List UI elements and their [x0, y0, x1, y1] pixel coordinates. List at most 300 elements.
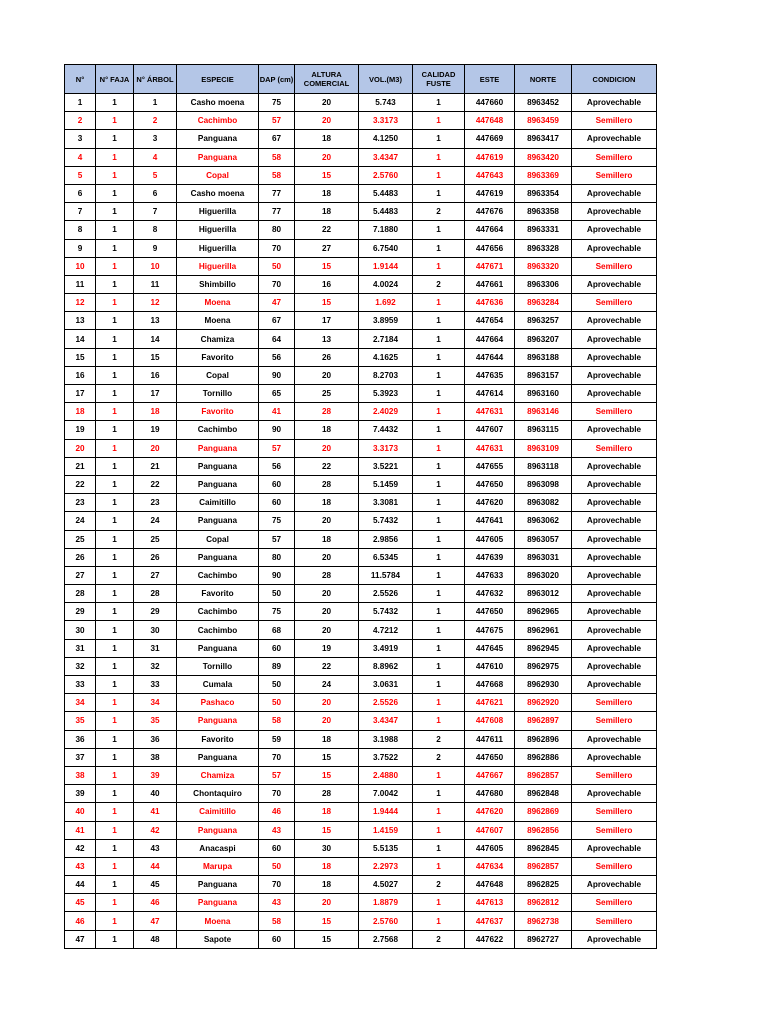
- cell-especie: Caimitillo: [177, 803, 259, 821]
- cell-faja: 1: [96, 112, 134, 130]
- cell-faja: 1: [96, 239, 134, 257]
- cell-faja: 1: [96, 294, 134, 312]
- cell-volumen: 5.743: [359, 94, 413, 112]
- table-row: [65, 621, 657, 639]
- cell-faja: 1: [96, 275, 134, 293]
- cell-especie: Tornillo: [177, 657, 259, 675]
- cell-este: 447620: [465, 494, 515, 512]
- cell-faja: 1: [96, 530, 134, 548]
- cell-arbol: 44: [134, 857, 177, 875]
- cell-condicion: Semillero: [572, 766, 657, 784]
- cell-faja: 1: [96, 730, 134, 748]
- cell-calidad: 1: [413, 130, 465, 148]
- cell-volumen: 1.692: [359, 294, 413, 312]
- cell-altura: 18: [295, 730, 359, 748]
- cell-altura: 18: [295, 494, 359, 512]
- cell-condicion: Aprovechable: [572, 457, 657, 475]
- cell-especie: Panguana: [177, 748, 259, 766]
- cell-altura: 22: [295, 457, 359, 475]
- cell-n: 14: [65, 330, 96, 348]
- header-condicion: CONDICION: [572, 65, 657, 94]
- cell-especie: Marupa: [177, 857, 259, 875]
- cell-faja: 1: [96, 421, 134, 439]
- cell-altura: 20: [295, 94, 359, 112]
- cell-n: 10: [65, 257, 96, 275]
- cell-norte: 8963188: [515, 348, 572, 366]
- cell-n: 31: [65, 639, 96, 657]
- cell-dap: 56: [259, 457, 295, 475]
- cell-arbol: 23: [134, 494, 177, 512]
- cell-dap: 43: [259, 821, 295, 839]
- cell-n: 43: [65, 857, 96, 875]
- cell-n: 23: [65, 494, 96, 512]
- cell-faja: 1: [96, 330, 134, 348]
- cell-especie: Panguana: [177, 894, 259, 912]
- cell-especie: Casho moena: [177, 184, 259, 202]
- cell-volumen: 3.3173: [359, 112, 413, 130]
- cell-altura: 19: [295, 639, 359, 657]
- cell-condicion: Aprovechable: [572, 348, 657, 366]
- cell-faja: 1: [96, 930, 134, 948]
- cell-altura: 24: [295, 676, 359, 694]
- cell-volumen: 3.1988: [359, 730, 413, 748]
- cell-condicion: Aprovechable: [572, 203, 657, 221]
- cell-dap: 58: [259, 148, 295, 166]
- cell-norte: 8962825: [515, 876, 572, 894]
- cell-n: 4: [65, 148, 96, 166]
- header-faja: N° FAJA: [96, 65, 134, 94]
- cell-altura: 20: [295, 148, 359, 166]
- cell-altura: 15: [295, 257, 359, 275]
- cell-dap: 60: [259, 475, 295, 493]
- cell-dap: 77: [259, 184, 295, 202]
- cell-calidad: 1: [413, 330, 465, 348]
- cell-norte: 8962930: [515, 676, 572, 694]
- cell-altura: 20: [295, 894, 359, 912]
- cell-norte: 8963369: [515, 166, 572, 184]
- cell-volumen: 8.2703: [359, 366, 413, 384]
- cell-volumen: 5.4483: [359, 203, 413, 221]
- cell-calidad: 1: [413, 657, 465, 675]
- cell-este: 447661: [465, 275, 515, 293]
- table-row: [65, 639, 657, 657]
- cell-condicion: Aprovechable: [572, 639, 657, 657]
- cell-arbol: 31: [134, 639, 177, 657]
- cell-volumen: 11.5784: [359, 566, 413, 584]
- cell-especie: Anacaspi: [177, 839, 259, 857]
- cell-n: 16: [65, 366, 96, 384]
- cell-condicion: Aprovechable: [572, 676, 657, 694]
- cell-este: 447621: [465, 694, 515, 712]
- cell-este: 447605: [465, 530, 515, 548]
- cell-norte: 8963306: [515, 275, 572, 293]
- cell-dap: 67: [259, 130, 295, 148]
- cell-norte: 8962965: [515, 603, 572, 621]
- table-row: [65, 512, 657, 530]
- cell-dap: 75: [259, 512, 295, 530]
- cell-arbol: 48: [134, 930, 177, 948]
- cell-arbol: 3: [134, 130, 177, 148]
- cell-faja: 1: [96, 366, 134, 384]
- cell-arbol: 24: [134, 512, 177, 530]
- cell-calidad: 1: [413, 530, 465, 548]
- cell-faja: 1: [96, 639, 134, 657]
- cell-calidad: 1: [413, 385, 465, 403]
- cell-volumen: 2.5526: [359, 585, 413, 603]
- cell-calidad: 2: [413, 203, 465, 221]
- cell-este: 447635: [465, 366, 515, 384]
- cell-norte: 8962896: [515, 730, 572, 748]
- cell-n: 12: [65, 294, 96, 312]
- header-calidad: CALIDAD FUSTE: [413, 65, 465, 94]
- cell-volumen: 7.1880: [359, 221, 413, 239]
- cell-arbol: 2: [134, 112, 177, 130]
- cell-calidad: 1: [413, 166, 465, 184]
- cell-n: 30: [65, 621, 96, 639]
- cell-este: 447676: [465, 203, 515, 221]
- cell-condicion: Semillero: [572, 803, 657, 821]
- cell-volumen: 5.7432: [359, 512, 413, 530]
- cell-calidad: 1: [413, 676, 465, 694]
- table-row: [65, 821, 657, 839]
- cell-condicion: Aprovechable: [572, 494, 657, 512]
- cell-especie: Sapote: [177, 930, 259, 948]
- cell-especie: Moena: [177, 912, 259, 930]
- cell-este: 447650: [465, 748, 515, 766]
- cell-norte: 8963358: [515, 203, 572, 221]
- cell-altura: 22: [295, 657, 359, 675]
- cell-especie: Copal: [177, 366, 259, 384]
- cell-norte: 8963331: [515, 221, 572, 239]
- cell-especie: Copal: [177, 530, 259, 548]
- table-row: [65, 112, 657, 130]
- cell-dap: 70: [259, 785, 295, 803]
- cell-este: 447619: [465, 184, 515, 202]
- cell-dap: 50: [259, 857, 295, 875]
- cell-este: 447620: [465, 803, 515, 821]
- table-row: [65, 657, 657, 675]
- cell-especie: Panguana: [177, 712, 259, 730]
- cell-especie: Chontaquiro: [177, 785, 259, 803]
- cell-faja: 1: [96, 403, 134, 421]
- cell-especie: Panguana: [177, 821, 259, 839]
- cell-especie: Cachimbo: [177, 112, 259, 130]
- cell-especie: Panguana: [177, 639, 259, 657]
- cell-calidad: 2: [413, 876, 465, 894]
- cell-n: 21: [65, 457, 96, 475]
- cell-calidad: 1: [413, 475, 465, 493]
- cell-volumen: 5.3923: [359, 385, 413, 403]
- cell-norte: 8962886: [515, 748, 572, 766]
- inventory-sheet: [64, 64, 656, 949]
- cell-condicion: Aprovechable: [572, 530, 657, 548]
- cell-dap: 68: [259, 621, 295, 639]
- cell-volumen: 3.8959: [359, 312, 413, 330]
- cell-arbol: 1: [134, 94, 177, 112]
- cell-este: 447633: [465, 566, 515, 584]
- cell-altura: 18: [295, 203, 359, 221]
- cell-n: 28: [65, 585, 96, 603]
- cell-especie: Caimitillo: [177, 494, 259, 512]
- cell-faja: 1: [96, 694, 134, 712]
- cell-faja: 1: [96, 657, 134, 675]
- table-row: [65, 930, 657, 948]
- cell-arbol: 25: [134, 530, 177, 548]
- table-row: [65, 730, 657, 748]
- cell-faja: 1: [96, 439, 134, 457]
- cell-este: 447644: [465, 348, 515, 366]
- cell-volumen: 4.1250: [359, 130, 413, 148]
- cell-volumen: 5.1459: [359, 475, 413, 493]
- table-row: [65, 203, 657, 221]
- table-row: [65, 766, 657, 784]
- cell-n: 22: [65, 475, 96, 493]
- cell-arbol: 39: [134, 766, 177, 784]
- cell-norte: 8963012: [515, 585, 572, 603]
- cell-calidad: 1: [413, 294, 465, 312]
- cell-arbol: 29: [134, 603, 177, 621]
- cell-volumen: 3.3173: [359, 439, 413, 457]
- cell-norte: 8963115: [515, 421, 572, 439]
- cell-volumen: 2.5760: [359, 912, 413, 930]
- cell-n: 3: [65, 130, 96, 148]
- cell-faja: 1: [96, 894, 134, 912]
- cell-condicion: Semillero: [572, 294, 657, 312]
- cell-norte: 8962727: [515, 930, 572, 948]
- cell-altura: 20: [295, 366, 359, 384]
- cell-especie: Panguana: [177, 457, 259, 475]
- cell-este: 447631: [465, 403, 515, 421]
- cell-norte: 8963031: [515, 548, 572, 566]
- cell-altura: 20: [295, 621, 359, 639]
- cell-especie: Favorito: [177, 403, 259, 421]
- cell-especie: Cachimbo: [177, 421, 259, 439]
- cell-n: 38: [65, 766, 96, 784]
- cell-especie: Favorito: [177, 730, 259, 748]
- cell-especie: Panguana: [177, 439, 259, 457]
- cell-este: 447664: [465, 221, 515, 239]
- cell-norte: 8963207: [515, 330, 572, 348]
- cell-volumen: 7.4432: [359, 421, 413, 439]
- cell-n: 7: [65, 203, 96, 221]
- cell-volumen: 2.5760: [359, 166, 413, 184]
- table-row: [65, 421, 657, 439]
- cell-especie: Cachimbo: [177, 603, 259, 621]
- cell-volumen: 3.4919: [359, 639, 413, 657]
- cell-volumen: 4.0024: [359, 275, 413, 293]
- table-row: [65, 785, 657, 803]
- cell-condicion: Semillero: [572, 148, 657, 166]
- cell-este: 447641: [465, 512, 515, 530]
- cell-faja: 1: [96, 712, 134, 730]
- cell-especie: Tornillo: [177, 385, 259, 403]
- cell-dap: 60: [259, 930, 295, 948]
- cell-dap: 89: [259, 657, 295, 675]
- cell-norte: 8963459: [515, 112, 572, 130]
- cell-condicion: Semillero: [572, 403, 657, 421]
- cell-este: 447608: [465, 712, 515, 730]
- cell-especie: Higuerilla: [177, 239, 259, 257]
- cell-dap: 90: [259, 421, 295, 439]
- cell-norte: 8962869: [515, 803, 572, 821]
- cell-condicion: Aprovechable: [572, 785, 657, 803]
- cell-especie: Panguana: [177, 475, 259, 493]
- cell-este: 447605: [465, 839, 515, 857]
- cell-condicion: Aprovechable: [572, 330, 657, 348]
- cell-volumen: 1.4159: [359, 821, 413, 839]
- cell-faja: 1: [96, 548, 134, 566]
- cell-arbol: 28: [134, 585, 177, 603]
- cell-n: 40: [65, 803, 96, 821]
- cell-arbol: 4: [134, 148, 177, 166]
- cell-norte: 8962975: [515, 657, 572, 675]
- cell-condicion: Aprovechable: [572, 930, 657, 948]
- cell-n: 41: [65, 821, 96, 839]
- cell-este: 447648: [465, 112, 515, 130]
- cell-norte: 8962857: [515, 857, 572, 875]
- cell-este: 447610: [465, 657, 515, 675]
- cell-especie: Shimbillo: [177, 275, 259, 293]
- cell-volumen: 2.7568: [359, 930, 413, 948]
- cell-este: 447614: [465, 385, 515, 403]
- header-altura: ALTURA COMERCIAL: [295, 65, 359, 94]
- header-dap: DAP (cm): [259, 65, 295, 94]
- cell-arbol: 26: [134, 548, 177, 566]
- cell-este: 447645: [465, 639, 515, 657]
- cell-dap: 60: [259, 494, 295, 512]
- cell-calidad: 2: [413, 930, 465, 948]
- cell-condicion: Semillero: [572, 712, 657, 730]
- cell-altura: 25: [295, 385, 359, 403]
- cell-este: 447643: [465, 166, 515, 184]
- cell-este: 447634: [465, 857, 515, 875]
- cell-faja: 1: [96, 203, 134, 221]
- cell-dap: 65: [259, 385, 295, 403]
- cell-volumen: 2.7184: [359, 330, 413, 348]
- cell-especie: Higuerilla: [177, 257, 259, 275]
- cell-altura: 18: [295, 421, 359, 439]
- cell-calidad: 1: [413, 803, 465, 821]
- cell-dap: 60: [259, 639, 295, 657]
- table-row: [65, 439, 657, 457]
- cell-dap: 57: [259, 439, 295, 457]
- table-row: [65, 312, 657, 330]
- cell-arbol: 9: [134, 239, 177, 257]
- cell-especie: Pashaco: [177, 694, 259, 712]
- cell-n: 35: [65, 712, 96, 730]
- cell-arbol: 30: [134, 621, 177, 639]
- cell-arbol: 22: [134, 475, 177, 493]
- cell-altura: 20: [295, 112, 359, 130]
- cell-volumen: 5.5135: [359, 839, 413, 857]
- table-row: [65, 839, 657, 857]
- cell-especie: Panguana: [177, 130, 259, 148]
- table-row: [65, 530, 657, 548]
- cell-este: 447611: [465, 730, 515, 748]
- cell-arbol: 21: [134, 457, 177, 475]
- cell-arbol: 6: [134, 184, 177, 202]
- cell-este: 447639: [465, 548, 515, 566]
- cell-volumen: 3.4347: [359, 148, 413, 166]
- cell-calidad: 1: [413, 239, 465, 257]
- cell-condicion: Semillero: [572, 166, 657, 184]
- cell-faja: 1: [96, 257, 134, 275]
- cell-volumen: 4.7212: [359, 621, 413, 639]
- cell-dap: 46: [259, 803, 295, 821]
- cell-arbol: 20: [134, 439, 177, 457]
- cell-calidad: 1: [413, 603, 465, 621]
- cell-norte: 8963354: [515, 184, 572, 202]
- cell-dap: 57: [259, 766, 295, 784]
- cell-altura: 18: [295, 876, 359, 894]
- cell-calidad: 1: [413, 112, 465, 130]
- cell-norte: 8962920: [515, 694, 572, 712]
- cell-n: 42: [65, 839, 96, 857]
- cell-condicion: Aprovechable: [572, 221, 657, 239]
- cell-faja: 1: [96, 494, 134, 512]
- cell-altura: 30: [295, 839, 359, 857]
- cell-n: 27: [65, 566, 96, 584]
- cell-dap: 60: [259, 839, 295, 857]
- cell-dap: 90: [259, 566, 295, 584]
- cell-condicion: Aprovechable: [572, 94, 657, 112]
- cell-altura: 27: [295, 239, 359, 257]
- cell-volumen: 1.8879: [359, 894, 413, 912]
- cell-norte: 8962738: [515, 912, 572, 930]
- cell-calidad: 1: [413, 184, 465, 202]
- cell-n: 1: [65, 94, 96, 112]
- table-row: [65, 366, 657, 384]
- cell-especie: Chamiza: [177, 766, 259, 784]
- cell-este: 447654: [465, 312, 515, 330]
- cell-condicion: Aprovechable: [572, 475, 657, 493]
- cell-arbol: 12: [134, 294, 177, 312]
- cell-n: 46: [65, 912, 96, 930]
- cell-volumen: 3.3081: [359, 494, 413, 512]
- cell-arbol: 8: [134, 221, 177, 239]
- cell-faja: 1: [96, 475, 134, 493]
- cell-condicion: Aprovechable: [572, 657, 657, 675]
- cell-norte: 8963452: [515, 94, 572, 112]
- cell-norte: 8963328: [515, 239, 572, 257]
- cell-arbol: 17: [134, 385, 177, 403]
- cell-condicion: Aprovechable: [572, 184, 657, 202]
- cell-calidad: 1: [413, 494, 465, 512]
- cell-altura: 18: [295, 530, 359, 548]
- cell-n: 19: [65, 421, 96, 439]
- cell-altura: 20: [295, 512, 359, 530]
- cell-este: 447664: [465, 330, 515, 348]
- cell-condicion: Aprovechable: [572, 603, 657, 621]
- cell-dap: 80: [259, 548, 295, 566]
- cell-norte: 8963284: [515, 294, 572, 312]
- cell-arbol: 40: [134, 785, 177, 803]
- cell-calidad: 1: [413, 621, 465, 639]
- cell-altura: 15: [295, 930, 359, 948]
- cell-dap: 47: [259, 294, 295, 312]
- cell-dap: 90: [259, 366, 295, 384]
- table-row: [65, 184, 657, 202]
- cell-n: 17: [65, 385, 96, 403]
- cell-altura: 22: [295, 221, 359, 239]
- cell-dap: 43: [259, 894, 295, 912]
- cell-n: 20: [65, 439, 96, 457]
- cell-dap: 75: [259, 94, 295, 112]
- cell-condicion: Aprovechable: [572, 730, 657, 748]
- cell-especie: Cachimbo: [177, 566, 259, 584]
- cell-condicion: Semillero: [572, 112, 657, 130]
- cell-arbol: 10: [134, 257, 177, 275]
